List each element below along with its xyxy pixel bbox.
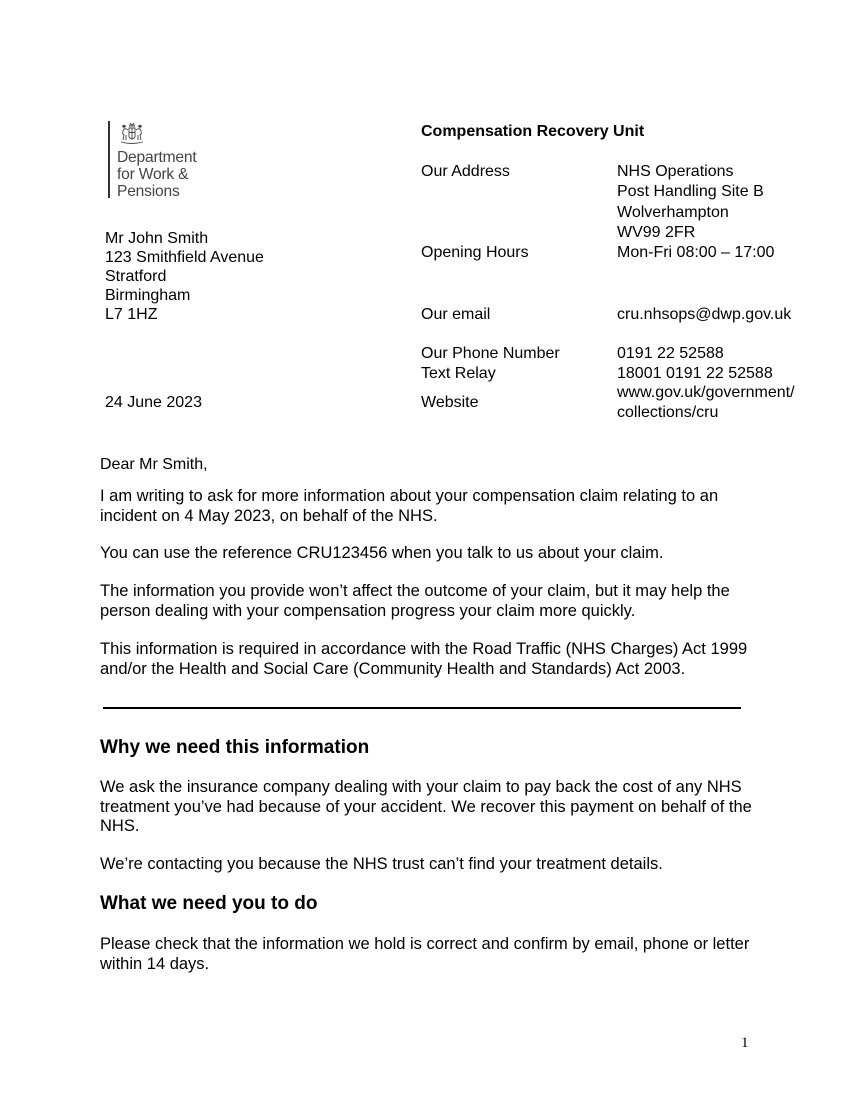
opening-hours-label: Opening Hours (421, 244, 529, 261)
page-number: 1 (741, 1035, 749, 1051)
section-heading: What we need you to do (100, 893, 318, 914)
body-paragraph: We ask the insurance company dealing with your claim to pay back the cost of any NHS treatment you’ve had because of your accident. We recover this payment on behalf of the NHS. (100, 778, 752, 835)
text-relay-label: Text Relay (421, 365, 496, 382)
sender-address-line: Post Handling Site B (617, 183, 764, 200)
text-relay-value: 18001 0191 22 52588 (617, 365, 773, 382)
sender-address-line: NHS Operations (617, 163, 734, 180)
body-paragraph: The information you provide won’t affect the outcome of your claim, but it may help the person dealing with your compensation progress your claim more quickly. (100, 582, 730, 620)
email-label: Our email (421, 306, 491, 323)
recipient-address-line: 123 Smithfield Avenue (105, 249, 264, 266)
website-label: Website (421, 394, 479, 411)
logo-text-line: Pensions (117, 183, 180, 201)
recipient-name: Mr John Smith (105, 230, 209, 247)
section-heading: Why we need this information (100, 737, 370, 758)
body-paragraph: I am writing to ask for more information about your compensation claim relating to an incident on 4 May 2023, on behalf of the NHS. (100, 487, 719, 525)
logo-text-line: for Work & (117, 166, 189, 184)
section-divider (103, 707, 741, 709)
sender-postcode: WV99 2FR (617, 224, 696, 241)
department-logo-text (117, 149, 196, 201)
phone-label: Our Phone Number (421, 345, 560, 362)
logo-text-line: Department (117, 149, 197, 166)
email-link[interactable]: cru.nhsops@dwp.gov.uk (617, 306, 792, 323)
recipient-address-line: Birmingham (105, 287, 191, 304)
opening-hours-value: Mon-Fri 08:00 – 17:00 (617, 244, 775, 261)
salutation: Dear Mr Smith, (100, 456, 208, 473)
website-link[interactable]: collections/cru (617, 404, 719, 421)
sender-organisation: Compensation Recovery Unit (421, 123, 645, 140)
recipient-postcode: L7 1HZ (105, 306, 158, 323)
body-paragraph: We’re contacting you because the NHS trust can’t find your treatment details. (100, 855, 663, 873)
reference-paragraph: You can use the reference CRU123456 when you talk to us about your claim. (100, 544, 664, 562)
royal-coat-of-arms-icon (115, 120, 149, 147)
recipient-address-line: Stratford (105, 268, 167, 285)
address-label: Our Address (421, 163, 510, 180)
phone-value: 0191 22 52588 (617, 345, 724, 362)
body-paragraph: Please check that the information we hold is correct and confirm by email, phone or letter within 14 days. (100, 935, 750, 973)
website-link[interactable]: www.gov.uk/government/ (617, 384, 795, 401)
sender-address-line: Wolverhampton (617, 204, 729, 221)
legal-paragraph: This information is required in accordance with the Road Traffic (NHS Charges) Act 1999 and/or the Health and Social Care (Community Health and Standards) Act 2003. (100, 640, 748, 678)
logo-divider (108, 121, 110, 198)
letter-date: 24 June 2023 (105, 394, 202, 411)
